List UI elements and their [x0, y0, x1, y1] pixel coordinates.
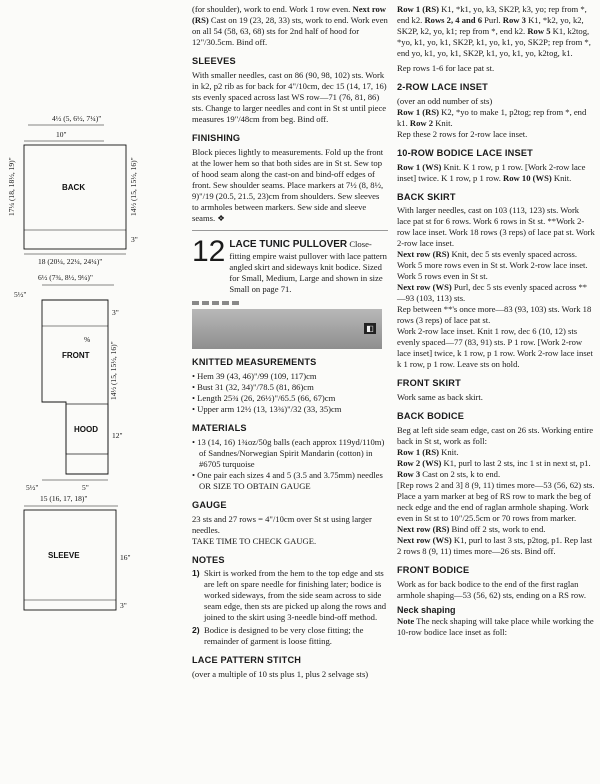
back-skirt-text: With larger needles, cast on 103 (113, 123) sts. Work lace pat st for 6 rows. Work 6 rows in St st. **Work 2-row lace inset. Work 18 rows (3 reps) of lace pat st. Work 2-row lace inset. — [397, 205, 595, 249]
list-item: • 13 (14, 16) 1¾oz/50g balls (each approx 119yd/110m) of Sandnes/Norwegian Spirit Mandarin (cotton) in #6705 turquoise — [192, 436, 385, 469]
project-title: LACE TUNIC PULLOVER — [229, 238, 348, 250]
project-photo — [192, 309, 382, 349]
schematics-column — [4, 4, 184, 780]
front-top-width: 6½ (7¾, 8½, 9¼)" — [38, 273, 93, 282]
list-item: • Hem 39 (43, 46)"/99 (109, 117)cm — [192, 371, 317, 382]
finishing-text: Block pieces lightly to measurements. Fold up the front at the lower hem so that both sides are in St st. Sew top of hood seam along the cast-on and bind-off edges of front. Sew shoulder seams. Place markers at 7½ (8, 8½, 9)"/19 (20.5, 21.5, 23)cm from shoulders. Sew sleeves to armholes between markers. Sew side and sleeve seams. ❖ — [192, 146, 384, 223]
lace-pattern-heading: LACE PATTERN STITCH — [192, 655, 302, 666]
front-label: FRONT — [62, 351, 90, 360]
list-item: • One pair each sizes 4 and 5 (3.5 and 3.75mm) needles OR SIZE TO OBTAIN GAUGE — [192, 469, 383, 491]
front-height: 14½ (15, 15½, 16)" — [109, 341, 118, 400]
lace-rows: Row 1 (RS) K1, *k1, yo, k3, SK2P, k3, yo; rep from *, end k2. Rows 2, 4 and 6 Purl. Row 3 K1, *k2, yo, k2, SK2P, k2, yo, k1; rep from *, end k2. Row 5 K1, k2tog, *yo, k1, yo, k1, SK2P, k1, yo, k1, yo, SK2P; rep from *, end yo, k1, yo, k1, SK2P, k1, yo, k1, yo, k2tog, k1. — [397, 4, 591, 58]
front-skirt-text: Work same as back skirt. — [397, 392, 483, 403]
finishing-heading: FINISHING — [192, 132, 241, 143]
materials-heading: MATERIALS — [192, 423, 247, 434]
sleeves-text: With smaller needles, cast on 86 (90, 98, 102) sts. Work in k2, p2 rib as for back for 4"/10cm, dec 15 (14, 17, 16) sts evenly spaced across last WS row—71 (76, 81, 86) sts. Change to larger needles and cont in St st until piece measures 19"/48cm from beg. Bind off. — [192, 69, 387, 124]
neck-shaping-text: Note The neck shaping will take place while working the 10-row bodice lace inset as foll: — [397, 616, 594, 638]
front-bodice-text: Work as for back bodice to the end of the first raglan armhole shaping—53 (56, 62) sts, ending on a RS row. — [397, 578, 586, 600]
hood-height: 12" — [112, 431, 123, 440]
bodice-inset-text: Row 1 (WS) Knit. K 1 row, p 1 row. [Work 2-row lace inset] twice. K 1 row, p 1 row. Row 10 (WS) Knit. — [397, 161, 586, 183]
back-armhole: 14½ (15, 15½, 16)" — [129, 157, 138, 216]
notes-heading: NOTES — [192, 554, 225, 565]
back-bottom-width: 18 (20¼, 22¼, 24¼)" — [38, 257, 103, 266]
instructions-column-3 — [397, 4, 595, 642]
back-bodice-row: Row 1 (RS) Knit. — [397, 446, 459, 457]
back-hem: 3" — [131, 235, 138, 244]
front-marker: % — [84, 335, 91, 344]
project-header — [192, 230, 388, 296]
back-neck-width: 10" — [56, 130, 67, 139]
back-bodice-row: Row 3 Cast on 2 sts, k to end. — [397, 468, 501, 479]
back-schematic — [7, 114, 138, 266]
instructions-column-2 — [192, 4, 388, 684]
list-item: • Bust 31 (32, 34)"/78.5 (81, 86)cm — [192, 382, 314, 393]
back-label: BACK — [62, 183, 86, 192]
back-skirt-end: Work 2-row lace inset. Knit 1 row, dec 6 (10, 12) sts evenly spaced—77 (83, 91) sts. P 1 row. [Work 2-row lace inset] twice, k 1 row, p 1 row. Work 2-row lace inset k 1 row, p 1 row. Leave sts on hold. — [397, 326, 593, 370]
lace-repeat: Rep rows 1-6 for lace pat st. — [397, 63, 495, 73]
knitted-measurements-list — [192, 371, 388, 415]
back-bodice-row: Row 2 (WS) K1, purl to last 2 sts, inc 1 st in next st, p1. — [397, 457, 591, 468]
front-bottom-right: 5" — [82, 483, 89, 492]
back-skirt-row: Next row (WS) Purl, dec 5 sts evenly spaced across **—93 (103, 113) sts. — [397, 282, 588, 304]
back-bodice-row: Next row (WS) K1, purl to last 3 sts, p2tog, p1. Rep last 2 rows 8 (9, 11) times more—26 sts. Bind off. — [397, 534, 593, 556]
list-item: 2) Bodice is designed to be very close fitting; the remainder of garment is loose fitting. — [192, 625, 364, 647]
sleeve-label: SLEEVE — [48, 551, 80, 560]
back-skirt-heading: BACK SKIRT — [397, 191, 456, 202]
hood-continuation: (for shoulder), work to end. Work 1 row even. Next row (RS) Cast on 19 (23, 28, 33) sts, work to end. Work even on all 54 (58, 63, 68) sts for 2nd half of hood for 12"/30.5cm. Bind off. — [192, 4, 388, 47]
sleeve-top-width: 15 (16, 17, 18)" — [40, 494, 88, 503]
front-bottom-left: 5½" — [26, 483, 39, 492]
project-number: 12 — [192, 234, 226, 268]
lace-inset-heading: 2-ROW LACE INSET — [397, 82, 488, 92]
lace-inset-repeat: Rep these 2 rows for 2-row lace inset. — [397, 128, 528, 139]
schematic-diagrams — [4, 4, 184, 780]
back-bodice-row: Next row (RS) Bind off 2 sts, work to end. — [397, 523, 546, 534]
photo-icon[interactable]: ◧ — [364, 323, 376, 334]
sleeve-length: 16" — [120, 553, 131, 562]
bodice-inset-heading: 10-ROW BODICE LACE INSET — [397, 147, 533, 158]
back-skirt-repeat: Rep between **'s once more—83 (93, 103) sts. Work 18 rows (3 reps) of lace pat st. — [397, 304, 592, 326]
sleeve-schematic — [24, 494, 131, 610]
back-bodice-heading: BACK BODICE — [397, 411, 465, 422]
front-schematic — [14, 273, 123, 492]
front-band: 3" — [112, 308, 119, 317]
back-top-width: 4½ (5, 6½, 7¼)" — [52, 114, 102, 123]
gauge-check: TAKE TIME TO CHECK GAUGE. — [192, 535, 317, 546]
swatch-strip — [192, 301, 388, 305]
back-bodice-repeat: [Rep rows 2 and 3] 8 (9, 11) times more—53 (56, 62) sts. Place a yarn marker at beg of RS row to mark the beg of neck edge and the end of raglan armhole shaping. Work even in St st to 10"/25.5cm or 70 rows from marker. — [397, 479, 595, 523]
notes-list — [192, 568, 388, 647]
hood-label: HOOD — [74, 425, 98, 434]
lace-inset-rows: Row 1 (RS) K2, *yo to make 1, p2tog; rep from *, end k1. Row 2 Knit. — [397, 106, 587, 128]
lace-inset-intro: (over an odd number of sts) — [397, 95, 493, 106]
front-shoulder: 5½" — [14, 290, 27, 299]
lace-pattern-text: (over a multiple of 10 sts plus 1, plus 2 selvage sts) — [192, 669, 369, 680]
gauge-text: 23 sts and 27 rows = 4"/10cm over St st using larger needles. — [192, 513, 372, 535]
materials-list — [192, 437, 388, 492]
list-item: • Length 25¾ (26, 26½)"/65.5 (66, 67)cm — [192, 393, 336, 404]
back-skirt-row: Next row (RS) Knit, dec 5 sts evenly spaced across. Work 5 more rows even in St st. Work 2-row lace inset. Work 5 rows even in St st. — [397, 249, 588, 282]
neck-shaping-heading: Neck shaping — [397, 604, 456, 615]
front-bodice-heading: FRONT BODICE — [397, 564, 470, 575]
front-skirt-heading: FRONT SKIRT — [397, 378, 461, 389]
project-description: Close-fitting empire waist pullover with lace pattern angled skirt and sideways knit bodice. Sized for Small, Medium, Large and shown in size Small on page 71. — [229, 238, 387, 295]
sleeves-heading: SLEEVES — [192, 56, 236, 66]
sleeve-cuff: 3" — [120, 601, 127, 610]
back-height: 17¼ (18, 18½, 19)" — [7, 157, 16, 216]
list-item: • Upper arm 12½ (13, 13¾)"/32 (33, 35)cm — [192, 404, 342, 415]
knitted-measurements-heading: KNITTED MEASUREMENTS — [192, 357, 317, 368]
back-bodice-intro: Beg at left side seam edge, cast on 26 sts. Working entire back in St st, work as foll: — [397, 424, 594, 446]
list-item: 1) Skirt is worked from the hem to the top edge and sts are left on spare needle for finishing later; bodice is worked sideways, from the side seam across to side seam edge, then sts are picked up along the rows and joined to the skirt using 3-needle bind-off method. — [192, 568, 387, 623]
gauge-heading: GAUGE — [192, 499, 227, 510]
